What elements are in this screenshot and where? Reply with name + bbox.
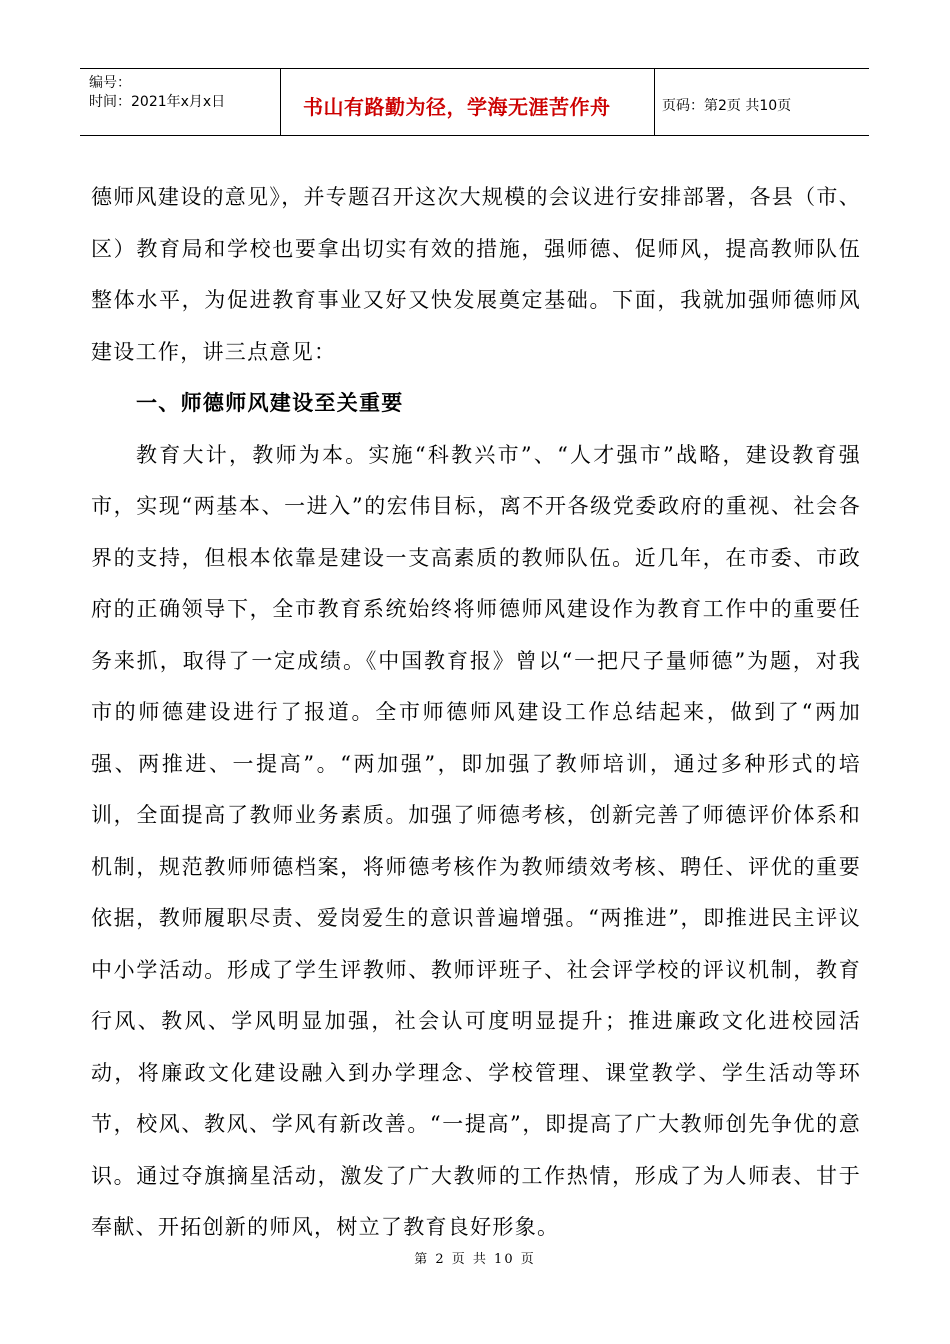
header-page-info: 页码：第2页 共10页	[662, 98, 792, 114]
document-body	[91, 172, 861, 1254]
document-date: 时间：2021年x月x日	[89, 94, 226, 110]
paragraph: 教育大计，教师为本。实施“科教兴市”、“人才强市”战略，建设教育强市，实现“两基本、一进入”的宏伟目标，离不开各级党委政府的重视、社会各界的支持，但根本依靠是建设一支高素质的教师队伍。近几年，在市委、市政府的正确领导下，全市教育系统始终将师德师风建设作为教育工作中的重要任务来抓，取得了一定成绩。《中国教育报》曾以“一把尺子量师德”为题，对我市的师德建设进行了报道。全市师德师风建设工作总结起来，做到了“两加强、两推进、一提高”。“两加强”，即加强了教师培训，通过多种形式的培训，全面提高了教师业务素质。加强了师德考核，创新完善了师德评价体系和机制，规范教师师德档案，将师德考核作为教师绩效考核、聘任、评优的重要依据，教师履职尽责、爱岗爱生的意识普遍增强。“两推进”，即推进民主评议中小学活动。形成了学生评教师、教师评班子、社会评学校的评议机制，教育行风、教风、学风明显加强，社会认可度明显提升；推进廉政文化进校园活动，将廉政文化建设融入到办学理念、学校管理、课堂教学、学生活动等环节，校风、教风、学风有新改善。“一提高”，即提高了广大教师创先争优的意识。通过夺旗摘星活动，激发了广大教师的工作热情，形成了为人师表、甘于奉献、开拓创新的师风，树立了教育良好形象。	[91, 442, 861, 1239]
document-number: 编号：	[89, 75, 131, 91]
header-meta	[80, 69, 281, 135]
page-header	[80, 68, 869, 136]
section-heading: 一、师德师风建设至关重要	[136, 391, 404, 415]
page-footer: 第 2 页 共 10 页	[414, 1252, 536, 1267]
paragraph-continued: 德师风建设的意见》，并专题召开这次大规模的会议进行安排部署，各县（市、区）教育局和学校也要拿出切实有效的措施，强师德、促师风，提高教师队伍整体水平，为促进教育事业又好又快发展奠定基础。下面，我就加强师德师风建设工作，讲三点意见：	[91, 185, 861, 364]
header-motto: 书山有路勤为径，学海无涯苦作舟	[281, 69, 655, 135]
